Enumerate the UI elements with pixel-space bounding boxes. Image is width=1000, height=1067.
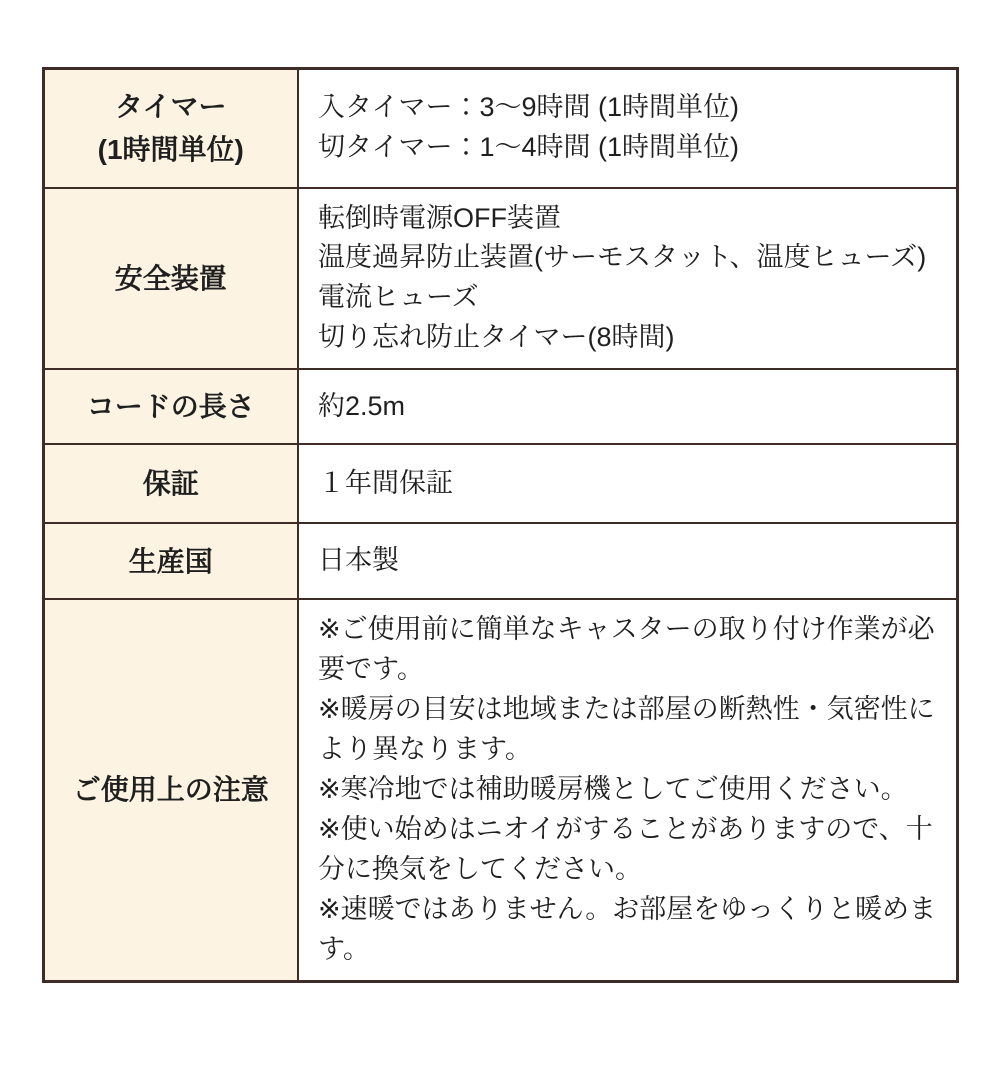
spec-value-cell-cord-length [298, 369, 957, 444]
spec-value-cell-country-of-origin [298, 523, 957, 599]
spec-row-country-of-origin [43, 523, 957, 599]
spec-label-line: ご使用上の注意 [72, 774, 269, 806]
spec-label-cell-usage-notes [43, 599, 298, 981]
spec-label-cell-country-of-origin [43, 523, 298, 599]
spec-value-cell-warranty [298, 444, 957, 523]
spec-value-line: 切タイマー：1～4時間 (1時間単位) [318, 132, 739, 163]
spec-row-warranty [43, 444, 957, 523]
spec-value-line: 日本製 [318, 545, 399, 576]
spec-label-cell-timer [43, 69, 298, 188]
spec-value-line: 切り忘れ防止タイマー(8時間) [318, 322, 675, 353]
spec-row-safety-devices [43, 188, 957, 370]
spec-row-timer [43, 69, 957, 188]
spec-value-cell-usage-notes [298, 599, 957, 981]
spec-note-line: ※暖房の目安は地域または部屋の断熱性・気密性により異なります。 [318, 694, 935, 765]
spec-value-cell-safety-devices [298, 188, 957, 370]
spec-note-line: ※使い始めはニオイがすることがありますので、十分に換気をしてください。 [318, 814, 933, 885]
spec-value-cell-timer [298, 69, 957, 188]
spec-label-line: 安全装置 [114, 262, 227, 294]
spec-row-cord-length [43, 369, 957, 444]
spec-note-line: ※寒冷地では補助暖房機としてご使用ください。 [318, 774, 908, 805]
spec-label-line: タイマー [115, 90, 227, 122]
spec-row-usage-notes [43, 599, 957, 981]
spec-table-body [43, 69, 957, 982]
spec-value-line: 約2.5m [318, 390, 406, 421]
spec-label-cell-cord-length [43, 369, 298, 444]
spec-value-line: 温度過昇防止装置(サーモスタット、温度ヒューズ) [318, 242, 927, 273]
spec-label-cell-safety-devices [43, 188, 298, 370]
spec-note-line: ※速暖ではありません。お部屋をゆっくりと暖めます。 [318, 893, 936, 964]
product-spec-table [42, 67, 959, 983]
spec-label-line: コードの長さ [86, 391, 255, 423]
spec-label-cell-warranty [43, 444, 298, 523]
spec-value-line: １年間保証 [318, 467, 453, 498]
spec-value-line: 入タイマー：3～9時間 (1時間単位) [318, 92, 739, 123]
spec-note-line: ※ご使用前に簡単なキャスターの取り付け作業が必要です。 [318, 614, 935, 685]
spec-value-line: 転倒時電源OFF装置 [318, 202, 561, 233]
spec-value-line: 電流ヒューズ [318, 282, 479, 313]
spec-label-line: 保証 [142, 468, 199, 500]
spec-label-line: 生産国 [128, 545, 213, 577]
spec-label-line: (1時間単位) [97, 134, 244, 166]
